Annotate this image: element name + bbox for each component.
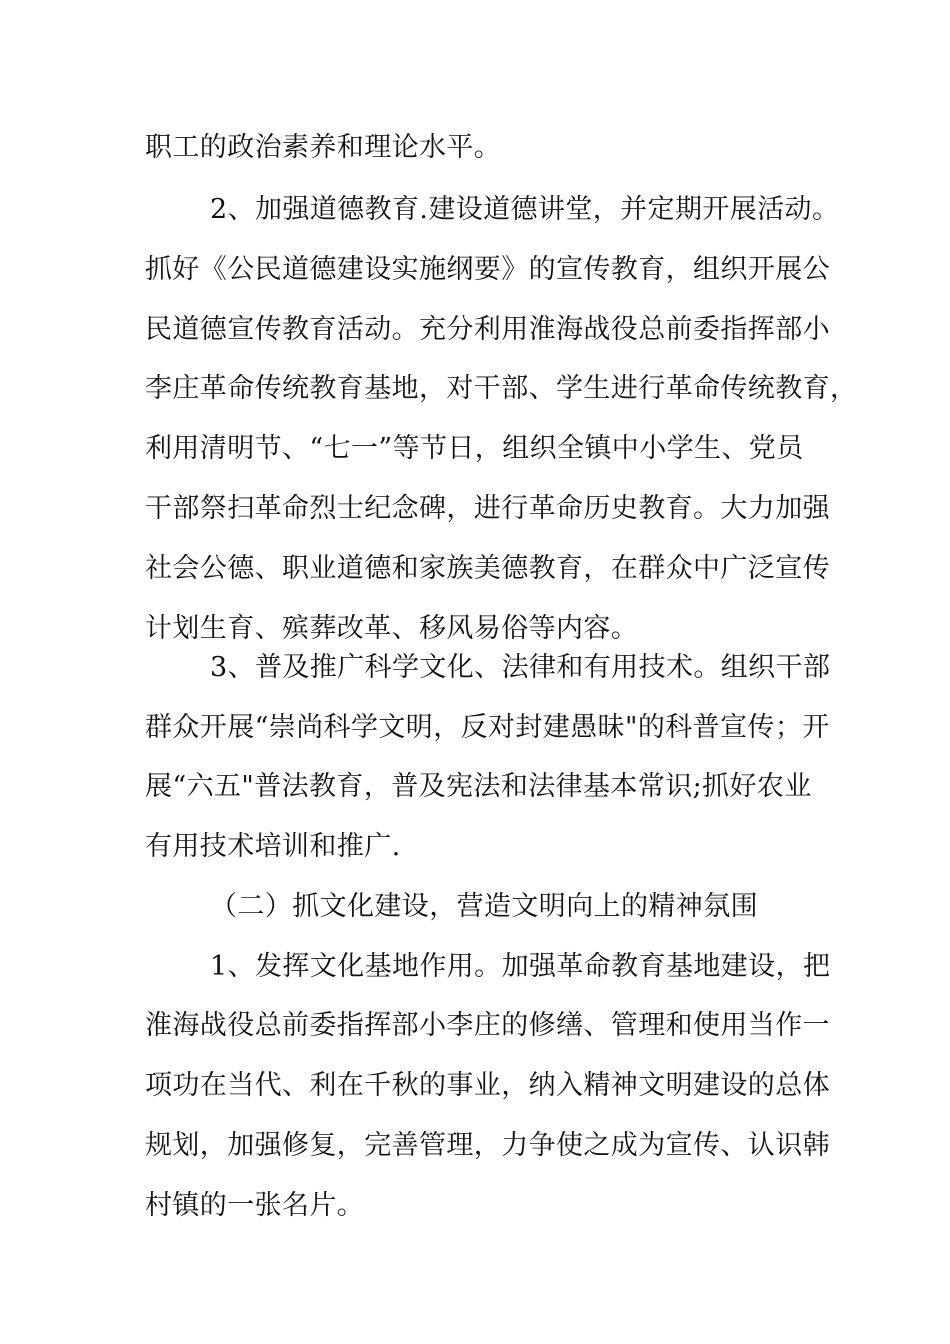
paragraph-heading-3: 3、普及推广科学文化、法律和有用技术。组织干部 bbox=[210, 652, 831, 683]
text-line: 项功在当代、利在千秋的事业，纳入精神文明建设的总体 bbox=[145, 1070, 830, 1101]
text-line: 淮海战役总前委指挥部小李庄的修缮、管理和使用当作一 bbox=[145, 1010, 830, 1041]
text-line: 抓好《公民道德建设实施纲要》的宣传教育，组织开展公 bbox=[145, 254, 830, 285]
text-line: 计划生育、殡葬改革、移风易俗等内容。 bbox=[145, 613, 639, 644]
text-line: 利用清明节、“七一”等节日，组织全镇中小学生、党员 bbox=[145, 433, 804, 464]
text-line: 民道德宣传教育活动。充分利用淮海战役总前委指挥部小 bbox=[145, 314, 830, 345]
text-line: 展“六五"普法教育，普及宪法和法律基本常识;抓好农业 bbox=[145, 771, 812, 802]
text-line: 村镇的一张名片。 bbox=[145, 1190, 365, 1221]
text-line: 社会公德、职业道德和家族美德教育，在群众中广泛宣传 bbox=[145, 553, 830, 584]
section-heading: （二）抓文化建设，营造文明向上的精神氛围 bbox=[210, 891, 758, 922]
text-line: 有用技术培训和推广. bbox=[145, 831, 401, 862]
text-line: 干部祭扫革命烈士纪念碑，进行革命历史教育。大力加强 bbox=[145, 493, 830, 524]
text-line: 职工的政治素养和理论水平。 bbox=[145, 132, 502, 163]
paragraph-heading-2: 2、加强道德教育.建设道德讲堂，并定期开展活动。 bbox=[210, 194, 840, 225]
paragraph-heading-1: 1、发挥文化基地作用。加强革命教育基地建设，把 bbox=[210, 951, 831, 982]
text-line: 群众开展“崇尚科学文明，反对封建愚昧"的科普宣传；开 bbox=[145, 712, 830, 743]
text-line: 规划，加强修复，完善管理，力争使之成为宣传、认识韩 bbox=[145, 1130, 830, 1161]
text-line: 李庄革命传统教育基地，对干部、学生进行革命传统教育， bbox=[145, 373, 858, 404]
